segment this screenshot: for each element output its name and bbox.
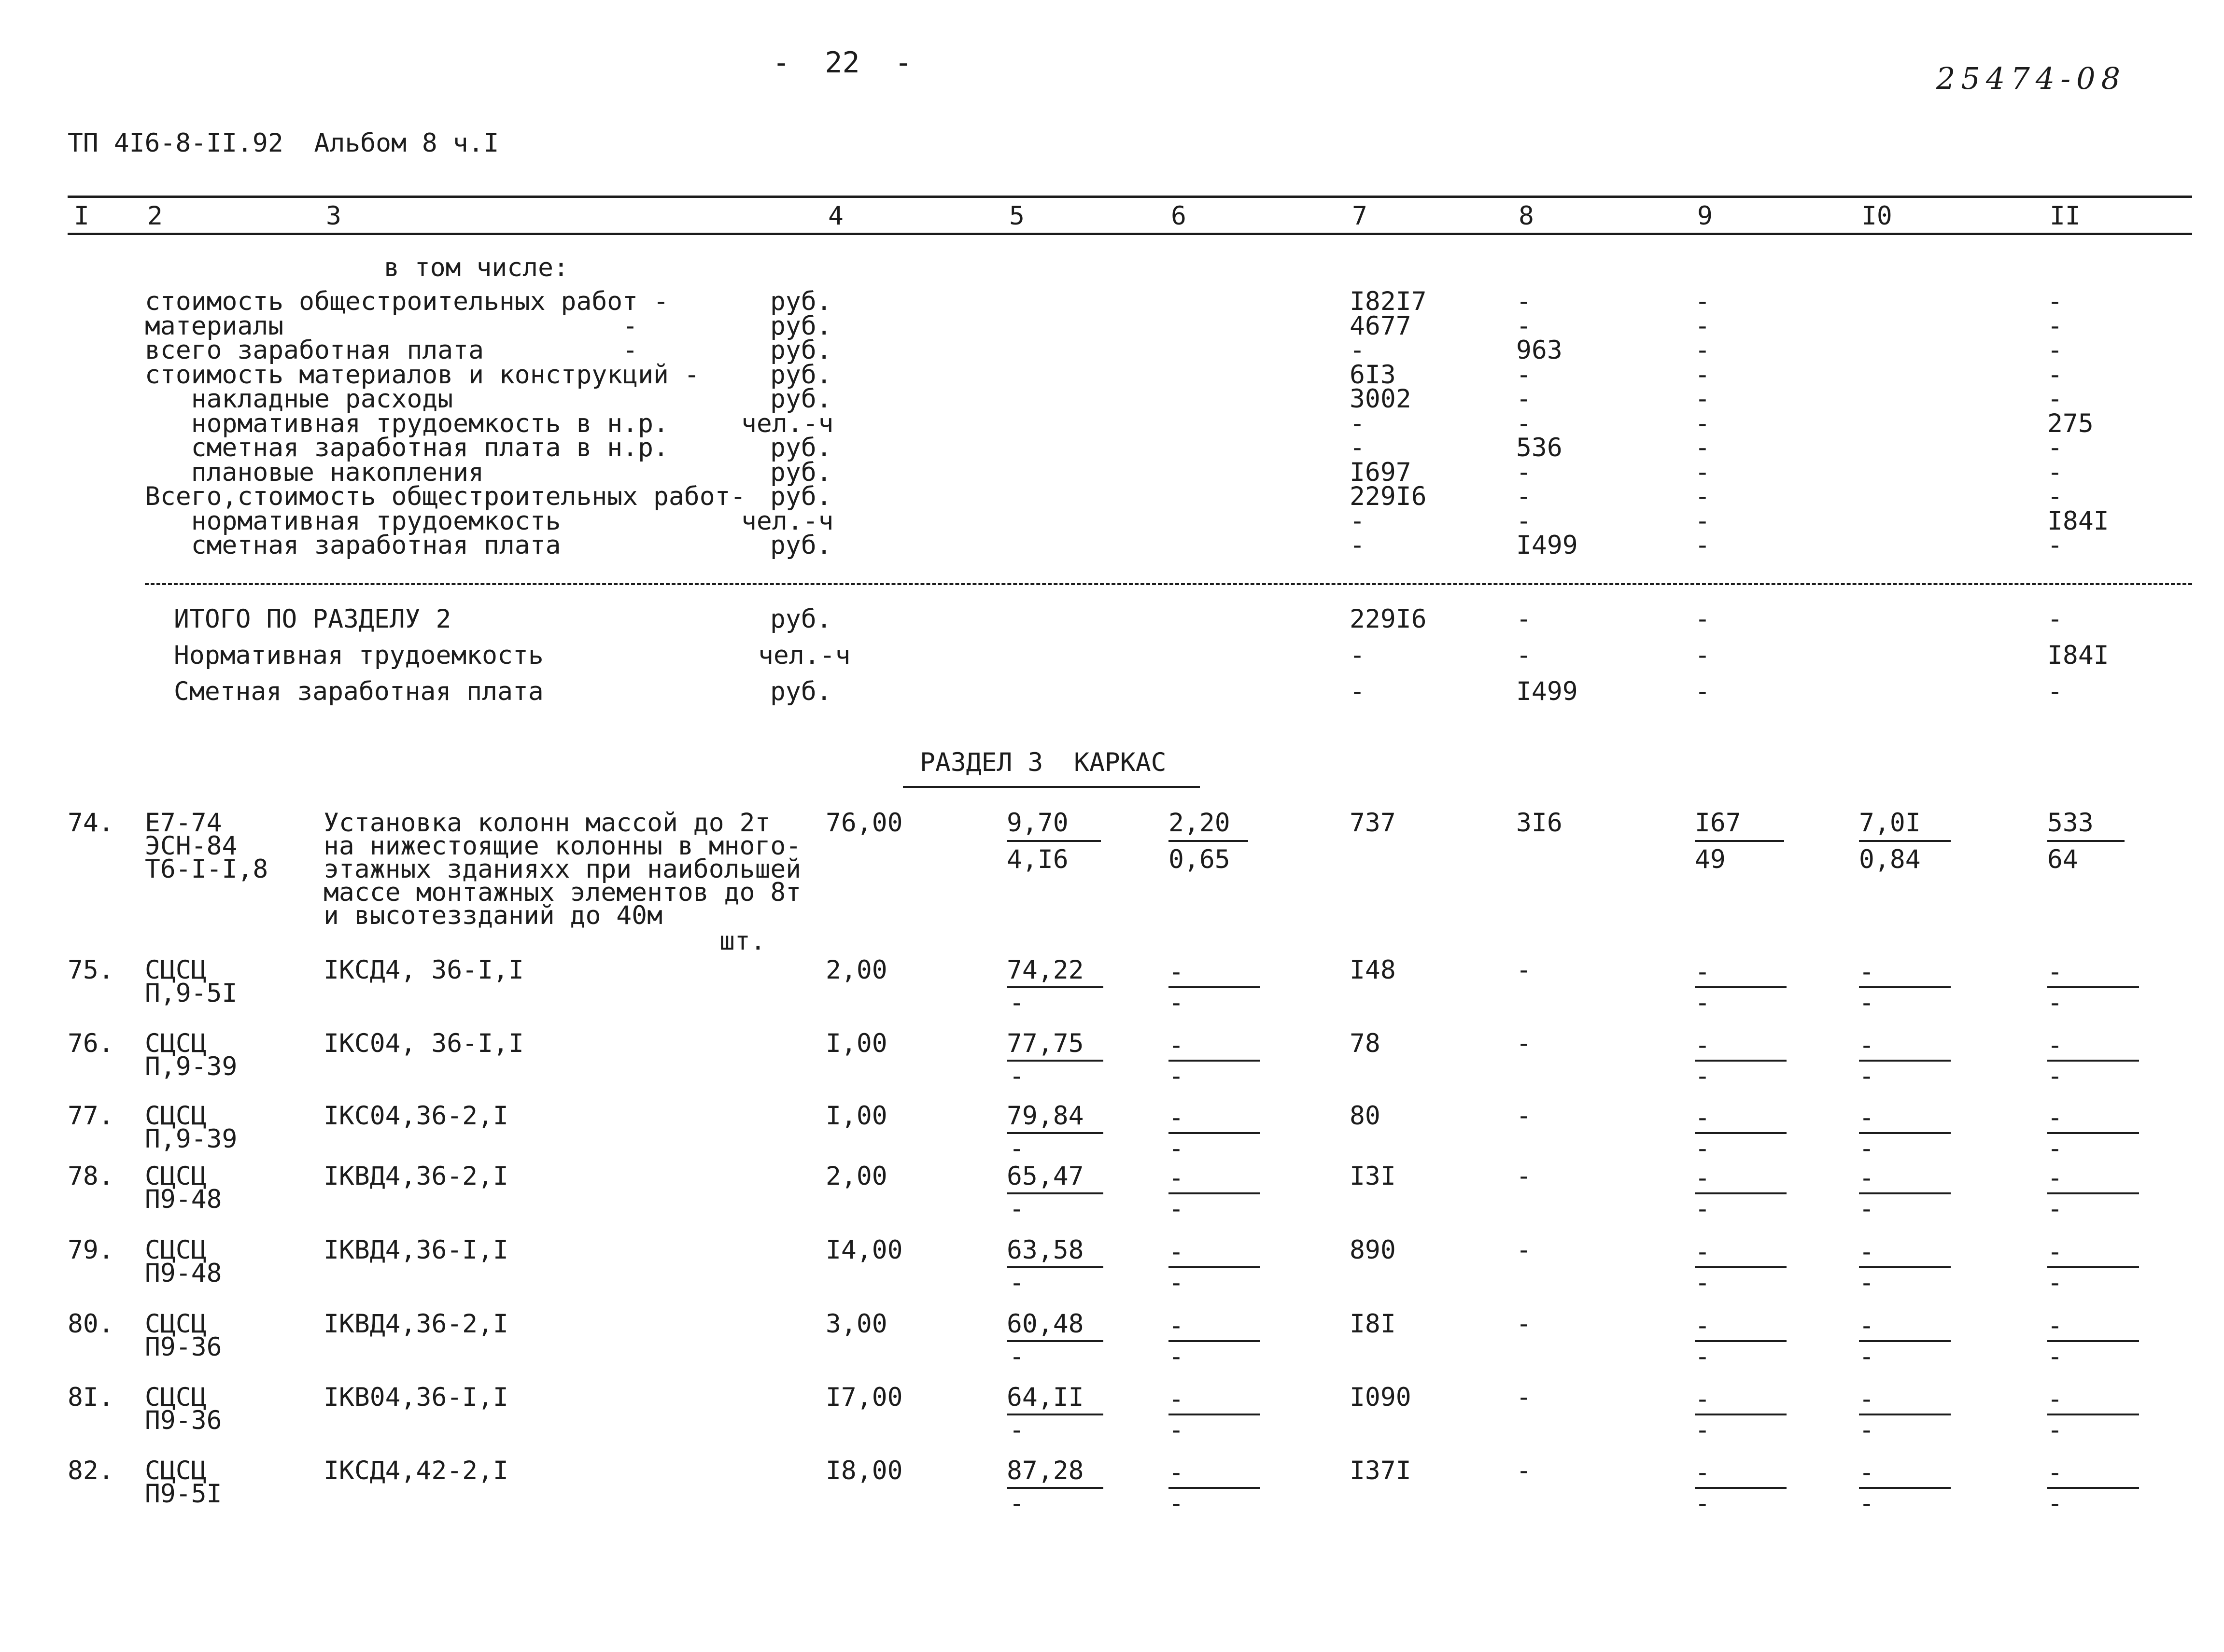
row-c10-top: -	[1859, 1237, 1874, 1267]
row-c10-bottom: -	[1859, 1268, 1874, 1298]
summary-label: всего заработная плата -	[145, 336, 638, 365]
row-c10-bottom: -	[1859, 1194, 1874, 1224]
row-quantity: I,00	[826, 1101, 887, 1131]
summary-unit: руб.	[770, 336, 832, 365]
row-col5: 65,47	[1007, 1162, 1084, 1191]
row-c6-bottom: -	[1168, 1415, 1184, 1445]
summary-label: сметная заработная плата в н.р.	[145, 433, 669, 462]
row-number: 74.	[68, 808, 114, 838]
row-c11-bottom: -	[2047, 1194, 2063, 1224]
section-title: РАЗДЕЛ 3 КАРКАС	[920, 748, 1167, 777]
summary-label: нормативная трудоемкость в н.р.	[145, 409, 669, 438]
summary-col11: -	[2047, 482, 2063, 511]
row-c6-top: -	[1168, 1237, 1184, 1267]
row-c6-top: -	[1168, 1385, 1184, 1414]
row-col7: I3I	[1350, 1162, 1396, 1191]
row-c5-bottom: 4,I6	[1007, 845, 1069, 874]
totals-col8: -	[1516, 604, 1532, 634]
row-col8: -	[1516, 1101, 1532, 1131]
summary-col7: -	[1350, 506, 1365, 536]
row-col5-bottom: -	[1009, 1194, 1025, 1224]
column-header: 3	[326, 201, 341, 231]
row-c9-top: -	[1695, 1458, 1710, 1487]
summary-unit: руб.	[770, 433, 832, 462]
row-code-line2: П9-5I	[145, 1479, 222, 1509]
row-col5-bottom: -	[1009, 1489, 1025, 1518]
totals-label: Сметная заработная плата	[174, 677, 544, 706]
summary-col8: -	[1516, 311, 1532, 341]
row-code-line1: СЦСЦ	[145, 1162, 207, 1191]
row-number: 8I.	[68, 1383, 114, 1412]
summary-unit: руб.	[770, 482, 832, 511]
summary-col8: I499	[1516, 531, 1578, 560]
row-c9-bottom: -	[1695, 1194, 1710, 1224]
row-description: Установка колонн массой до 2т	[324, 808, 771, 838]
row-number: 76.	[68, 1029, 114, 1058]
summary-unit: руб.	[770, 458, 832, 487]
row-c6-bottom: -	[1168, 1062, 1184, 1091]
row-c6-top: -	[1168, 1031, 1184, 1060]
summary-label: накладные расходы	[145, 384, 453, 414]
row-c9-rule	[1695, 840, 1784, 842]
row-quantity: 2,00	[826, 1162, 887, 1191]
summary-col8: 536	[1516, 433, 1562, 462]
row-unit: шт.	[719, 926, 766, 956]
row-code-line2: П9-36	[145, 1406, 222, 1435]
row-c11-bottom: -	[2047, 1062, 2063, 1091]
row-c6-top: -	[1168, 957, 1184, 987]
row-quantity: I8,00	[826, 1456, 903, 1485]
summary-separator	[145, 583, 2192, 585]
summary-label: Всего,стоимость общестроительных работ-	[145, 482, 746, 511]
row-col8: -	[1516, 1029, 1532, 1058]
column-header: 6	[1171, 201, 1186, 231]
row-c10-bottom: -	[1859, 1489, 1874, 1518]
row-code-line1: СЦСЦ	[145, 1101, 207, 1131]
row-c11-bottom: -	[2047, 1489, 2063, 1518]
row-col5: 63,58	[1007, 1235, 1084, 1265]
row-c10-bottom: 0,84	[1859, 845, 1921, 874]
summary-unit: чел.-ч	[741, 409, 834, 438]
totals-col11: -	[2047, 604, 2063, 634]
row-col7: I8I	[1350, 1309, 1396, 1339]
summary-col9: -	[1695, 409, 1710, 438]
row-c10-top: -	[1859, 1458, 1874, 1487]
row-quantity: I,00	[826, 1029, 887, 1058]
row-quantity: I4,00	[826, 1235, 903, 1265]
row-c9-bottom: -	[1695, 1415, 1710, 1445]
row-c10-top: -	[1859, 1103, 1874, 1133]
row-col5-bottom: -	[1009, 1268, 1025, 1298]
row-c11-bottom: -	[2047, 1342, 2063, 1372]
row-description: IКС04, 36-I,I	[324, 1029, 524, 1058]
summary-label: плановые накопления	[145, 458, 484, 487]
row-col7: I090	[1350, 1383, 1411, 1412]
row-col8: 3I6	[1516, 808, 1562, 838]
row-number: 82.	[68, 1456, 114, 1485]
row-c11-top: -	[2047, 1237, 2063, 1267]
row-col8: -	[1516, 1162, 1532, 1191]
totals-col7: -	[1350, 641, 1365, 670]
row-number: 77.	[68, 1101, 114, 1131]
summary-col8: -	[1516, 458, 1532, 487]
row-c6-top: -	[1168, 1311, 1184, 1341]
row-c6-top: -	[1168, 1163, 1184, 1193]
summary-unit: чел.-ч	[741, 506, 834, 536]
document-reference: ТП 4I6-8-II.92 Альбом 8 ч.I	[68, 128, 499, 158]
row-col8: -	[1516, 1309, 1532, 1339]
totals-unit: чел.-ч	[758, 641, 851, 670]
row-col5: 77,75	[1007, 1029, 1084, 1058]
row-c6-bottom: -	[1168, 1134, 1184, 1163]
row-code-line1: СЦСЦ	[145, 1309, 207, 1339]
summary-col7: I697	[1350, 458, 1411, 487]
row-col5: 64,II	[1007, 1383, 1084, 1412]
summary-col7: 6I3	[1350, 360, 1396, 390]
summary-col7: -	[1350, 531, 1365, 560]
summary-label: материалы -	[145, 311, 638, 341]
row-c10-bottom: -	[1859, 1342, 1874, 1372]
row-col5: 74,22	[1007, 955, 1084, 985]
row-quantity: 76,00	[826, 808, 903, 838]
row-number: 79.	[68, 1235, 114, 1265]
summary-unit: руб.	[770, 531, 832, 560]
row-c9-top: -	[1695, 1385, 1710, 1414]
summary-col8: -	[1516, 360, 1532, 390]
row-description: на нижестоящие колонны в много-	[324, 831, 802, 861]
summary-col9: -	[1695, 384, 1710, 414]
row-c6-bottom: -	[1168, 988, 1184, 1018]
row-quantity: 2,00	[826, 955, 887, 985]
summary-label: сметная заработная плата	[145, 531, 561, 560]
summary-col11: -	[2047, 433, 2063, 462]
row-c6-top: 2,20	[1168, 808, 1230, 838]
summary-col8: 963	[1516, 336, 1562, 365]
row-col5-bottom: -	[1009, 1134, 1025, 1163]
totals-col9: -	[1695, 641, 1710, 670]
row-c10-top: -	[1859, 1163, 1874, 1193]
summary-col11: -	[2047, 311, 2063, 341]
row-c11-top: -	[2047, 1458, 2063, 1487]
column-header: II	[2050, 201, 2081, 231]
row-col7: I48	[1350, 955, 1396, 985]
totals-col9: -	[1695, 604, 1710, 634]
row-c9-bottom: -	[1695, 1268, 1710, 1298]
row-description: IКВД4,36-2,I	[324, 1309, 508, 1339]
row-code-line2: П,9-39	[145, 1124, 238, 1154]
row-c10-bottom: -	[1859, 1415, 1874, 1445]
column-header: I	[74, 201, 89, 231]
summary-col9: -	[1695, 311, 1710, 341]
row-c9-top: -	[1695, 1103, 1710, 1133]
row-number: 75.	[68, 955, 114, 985]
row-c9-bottom: 49	[1695, 845, 1726, 874]
summary-unit: руб.	[770, 360, 832, 390]
row-c11-bottom: -	[2047, 1268, 2063, 1298]
summary-col7: -	[1350, 433, 1365, 462]
summary-col8: -	[1516, 506, 1532, 536]
totals-col7: 229I6	[1350, 604, 1427, 634]
row-c11-bottom: -	[2047, 988, 2063, 1018]
page-number: - 22 -	[773, 46, 912, 80]
row-description: и высотеззданий до 40м	[324, 901, 662, 930]
row-description: IКВ04,36-I,I	[324, 1383, 508, 1412]
row-c11-rule	[2047, 840, 2125, 842]
row-col8: -	[1516, 955, 1532, 985]
row-c10-rule	[1859, 840, 1951, 842]
column-header: 2	[147, 201, 163, 231]
row-col5-bottom: -	[1009, 988, 1025, 1018]
totals-unit: руб.	[770, 677, 832, 706]
summary-unit: руб.	[770, 287, 832, 316]
row-col5-bottom: -	[1009, 1415, 1025, 1445]
row-c9-top: -	[1695, 1163, 1710, 1193]
summary-unit: руб.	[770, 384, 832, 414]
summary-col7: I82I7	[1350, 287, 1427, 316]
row-col5: 87,28	[1007, 1456, 1084, 1485]
row-number: 80.	[68, 1309, 114, 1339]
row-c11-top: -	[2047, 1311, 2063, 1341]
row-c6-top: -	[1168, 1103, 1184, 1133]
summary-label: стоимость материалов и конструкций -	[145, 360, 700, 390]
summary-col8: -	[1516, 482, 1532, 511]
summary-col9: -	[1695, 482, 1710, 511]
row-c9-bottom: -	[1695, 1342, 1710, 1372]
row-c9-top: -	[1695, 957, 1710, 987]
summary-col11: 275	[2047, 409, 2094, 438]
summary-label: стоимость общестроительных работ -	[145, 287, 669, 316]
row-c11-top: 533	[2047, 808, 2094, 838]
row-c11-top: -	[2047, 957, 2063, 987]
totals-col9: -	[1695, 677, 1710, 706]
summary-col8: -	[1516, 384, 1532, 414]
row-code: Т6-I-I,8	[145, 854, 268, 884]
totals-col8: I499	[1516, 677, 1578, 706]
row-description: IКСД4, 36-I,I	[324, 955, 524, 985]
header-top-rule	[68, 196, 2192, 198]
row-code: ЭСН-84	[145, 831, 238, 861]
row-col7: 80	[1350, 1101, 1380, 1131]
summary-col9: -	[1695, 433, 1710, 462]
row-c5-rule	[1007, 840, 1101, 842]
row-description: IКВД4,36-I,I	[324, 1235, 508, 1265]
row-col8: -	[1516, 1456, 1532, 1485]
row-code-line1: СЦСЦ	[145, 1029, 207, 1058]
row-col8: -	[1516, 1383, 1532, 1412]
row-c5-top: 9,70	[1007, 808, 1069, 838]
row-col5-bottom: -	[1009, 1062, 1025, 1091]
row-c6-bottom: -	[1168, 1342, 1184, 1372]
summary-col7: 229I6	[1350, 482, 1427, 511]
row-c10-top: -	[1859, 1385, 1874, 1414]
summary-col8: -	[1516, 287, 1532, 316]
row-c10-top: -	[1859, 957, 1874, 987]
column-header: 5	[1009, 201, 1025, 231]
section-title-underline	[903, 786, 1200, 788]
row-c11-bottom: -	[2047, 1415, 2063, 1445]
header-bottom-rule	[68, 233, 2192, 235]
row-description: массе монтажных элементов до 8т	[324, 878, 802, 907]
including-label: в том числе:	[384, 253, 569, 282]
totals-label: ИТОГО ПО РАЗДЕЛУ 2	[174, 604, 451, 634]
summary-col9: -	[1695, 531, 1710, 560]
summary-col11: I84I	[2047, 506, 2109, 536]
row-code-line2: П,9-5I	[145, 979, 238, 1008]
summary-col9: -	[1695, 458, 1710, 487]
row-c10-bottom: -	[1859, 988, 1874, 1018]
row-c9-top: I67	[1695, 808, 1741, 838]
row-c9-bottom: -	[1695, 1062, 1710, 1091]
row-c9-bottom: -	[1695, 988, 1710, 1018]
row-c11-bottom: 64	[2047, 845, 2078, 874]
row-col7: 78	[1350, 1029, 1380, 1058]
column-header: 9	[1697, 201, 1713, 231]
row-col5-bottom: -	[1009, 1342, 1025, 1372]
row-code-line1: СЦСЦ	[145, 1383, 207, 1412]
totals-col7: -	[1350, 677, 1365, 706]
row-col5: 79,84	[1007, 1101, 1084, 1131]
row-c6-bottom: -	[1168, 1489, 1184, 1518]
row-c10-top: 7,0I	[1859, 808, 1921, 838]
summary-col7: 3002	[1350, 384, 1411, 414]
row-col8: -	[1516, 1235, 1532, 1265]
row-code-line1: СЦСЦ	[145, 1456, 207, 1485]
row-quantity: 3,00	[826, 1309, 887, 1339]
summary-col11: -	[2047, 458, 2063, 487]
summary-col11: -	[2047, 336, 2063, 365]
summary-col9: -	[1695, 360, 1710, 390]
summary-col9: -	[1695, 336, 1710, 365]
row-c11-top: -	[2047, 1031, 2063, 1060]
row-code-line2: П9-36	[145, 1332, 222, 1362]
row-code-line1: СЦСЦ	[145, 1235, 207, 1265]
column-header: I0	[1861, 201, 1892, 231]
row-code-line2: П,9-39	[145, 1052, 238, 1081]
row-code: Е7-74	[145, 808, 222, 838]
row-code-line1: СЦСЦ	[145, 955, 207, 985]
row-c10-top: -	[1859, 1031, 1874, 1060]
column-header: 8	[1519, 201, 1534, 231]
document-code: 25474-08	[1936, 61, 2126, 96]
summary-unit: руб.	[770, 311, 832, 341]
totals-col8: -	[1516, 641, 1532, 670]
row-col7: I37I	[1350, 1456, 1411, 1485]
row-col5: 60,48	[1007, 1309, 1084, 1339]
row-c6-bottom: 0,65	[1168, 845, 1230, 874]
summary-col9: -	[1695, 506, 1710, 536]
row-number: 78.	[68, 1162, 114, 1191]
row-c9-top: -	[1695, 1237, 1710, 1267]
column-header: 7	[1352, 201, 1367, 231]
summary-col11: -	[2047, 287, 2063, 316]
totals-unit: руб.	[770, 604, 832, 634]
row-description: IКС04,36-2,I	[324, 1101, 508, 1131]
row-description: IКВД4,36-2,I	[324, 1162, 508, 1191]
row-c9-top: -	[1695, 1031, 1710, 1060]
row-code-line2: П9-48	[145, 1259, 222, 1288]
row-c10-top: -	[1859, 1311, 1874, 1341]
totals-label: Нормативная трудоемкость	[174, 641, 544, 670]
row-c11-top: -	[2047, 1163, 2063, 1193]
row-c10-bottom: -	[1859, 1062, 1874, 1091]
summary-label: нормативная трудоемкость	[145, 506, 561, 536]
totals-col11: I84I	[2047, 641, 2109, 670]
summary-col8: -	[1516, 409, 1532, 438]
column-header: 4	[828, 201, 844, 231]
row-c6-top: -	[1168, 1458, 1184, 1487]
summary-col7: -	[1350, 336, 1365, 365]
row-c11-bottom: -	[2047, 1134, 2063, 1163]
row-quantity: I7,00	[826, 1383, 903, 1412]
row-c9-top: -	[1695, 1311, 1710, 1341]
row-c6-bottom: -	[1168, 1268, 1184, 1298]
row-c9-bottom: -	[1695, 1134, 1710, 1163]
summary-col11: -	[2047, 384, 2063, 414]
row-col7: 890	[1350, 1235, 1396, 1265]
totals-col11: -	[2047, 677, 2063, 706]
summary-col11: -	[2047, 531, 2063, 560]
row-description: этажных зданияхх при наибольшей	[324, 854, 802, 884]
row-c6-bottom: -	[1168, 1194, 1184, 1224]
summary-col9: -	[1695, 287, 1710, 316]
row-c9-bottom: -	[1695, 1489, 1710, 1518]
row-c10-bottom: -	[1859, 1134, 1874, 1163]
row-c6-rule	[1168, 840, 1248, 842]
row-c11-top: -	[2047, 1103, 2063, 1133]
row-description: IКСД4,42-2,I	[324, 1456, 508, 1485]
row-c11-top: -	[2047, 1385, 2063, 1414]
summary-col7: 4677	[1350, 311, 1411, 341]
row-code-line2: П9-48	[145, 1185, 222, 1214]
row-col7: 737	[1350, 808, 1396, 838]
summary-col11: -	[2047, 360, 2063, 390]
summary-col7: -	[1350, 409, 1365, 438]
